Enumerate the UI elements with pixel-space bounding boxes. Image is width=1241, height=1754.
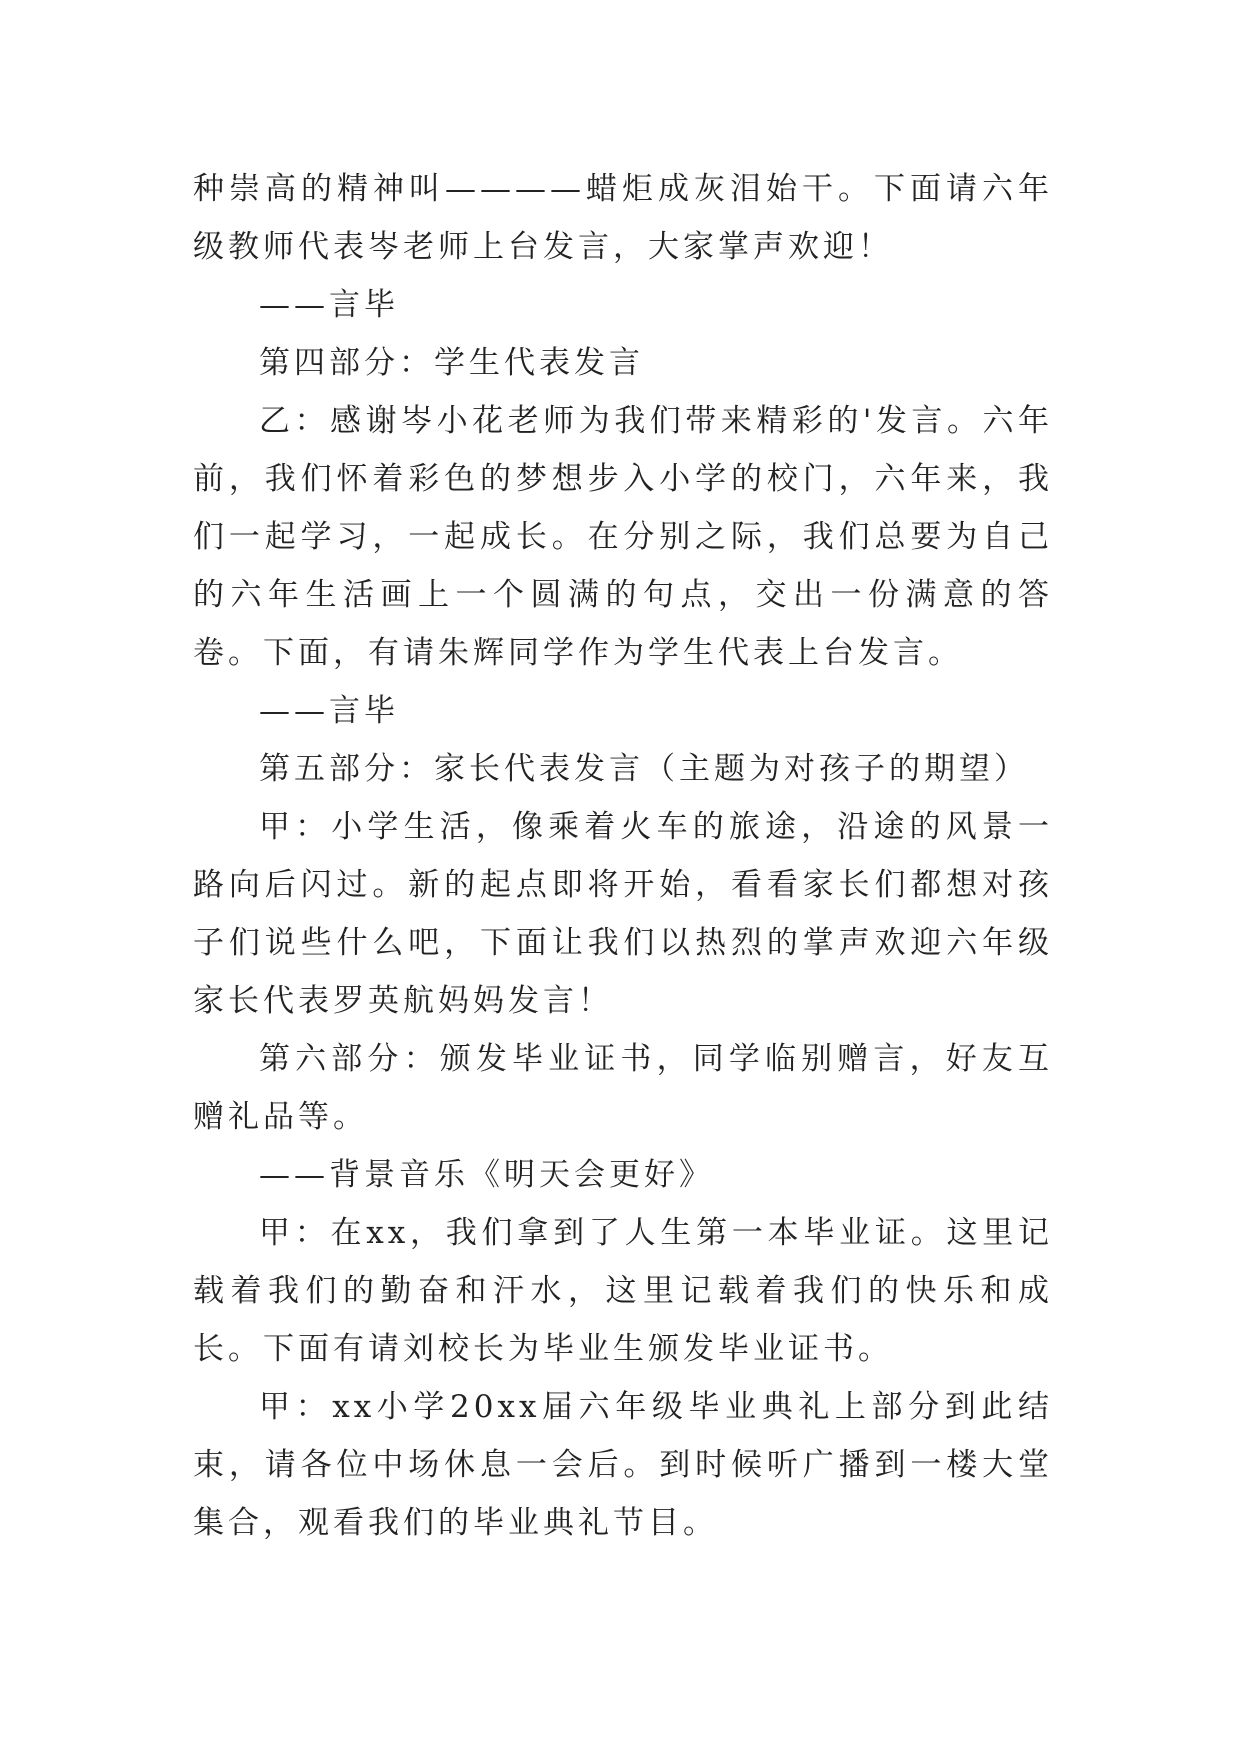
paragraph-end-speech-2: ——言毕 xyxy=(259,693,399,729)
section-heading-part-6: 第六部分：颁发毕业证书，同学临别赠言，好友互赠礼品等。 xyxy=(193,1041,1053,1135)
paragraph-intro-continuation: 种崇高的精神叫————蜡炬成灰泪始干。下面请六年级教师代表岑老师上台发言，大家掌声欢迎！ xyxy=(193,171,1053,265)
paragraph-certificate-presentation: 甲：在xx，我们拿到了人生第一本毕业证。这里记载着我们的勤奋和汗水，这里记载着我们的快乐和成长。下面有请刘校长为毕业生颁发毕业证书。 xyxy=(193,1215,1053,1367)
paragraph-parent-speech-intro: 甲：小学生活，像乘着火车的旅途，沿途的风景一路向后闪过。新的起点即将开始，看看家长们都想对孩子们说些什么吧，下面让我们以热烈的掌声欢迎六年级家长代表罗英航妈妈发言！ xyxy=(193,809,1053,1019)
paragraph-intermission: 甲：xx小学20xx届六年级毕业典礼上部分到此结束，请各位中场休息一会后。到时候听广播到一楼大堂集合，观看我们的毕业典礼节目。 xyxy=(193,1389,1053,1541)
section-heading-part-4: 第四部分：学生代表发言 xyxy=(259,345,644,381)
paragraph-end-speech-1: ——言毕 xyxy=(259,287,399,323)
paragraph-student-speech-intro: 乙：感谢岑小花老师为我们带来精彩的'发言。六年前，我们怀着彩色的梦想步入小学的校门，六年来，我们一起学习，一起成长。在分别之际，我们总要为自己的六年生活画上一个圆满的句点，交出一份满意的答卷。下面，有请朱辉同学作为学生代表上台发言。 xyxy=(193,403,1053,671)
paragraph-background-music: ——背景音乐《明天会更好》 xyxy=(259,1157,714,1193)
document-body xyxy=(193,160,1053,1552)
section-heading-part-5: 第五部分：家长代表发言（主题为对孩子的期望） xyxy=(259,751,1029,787)
